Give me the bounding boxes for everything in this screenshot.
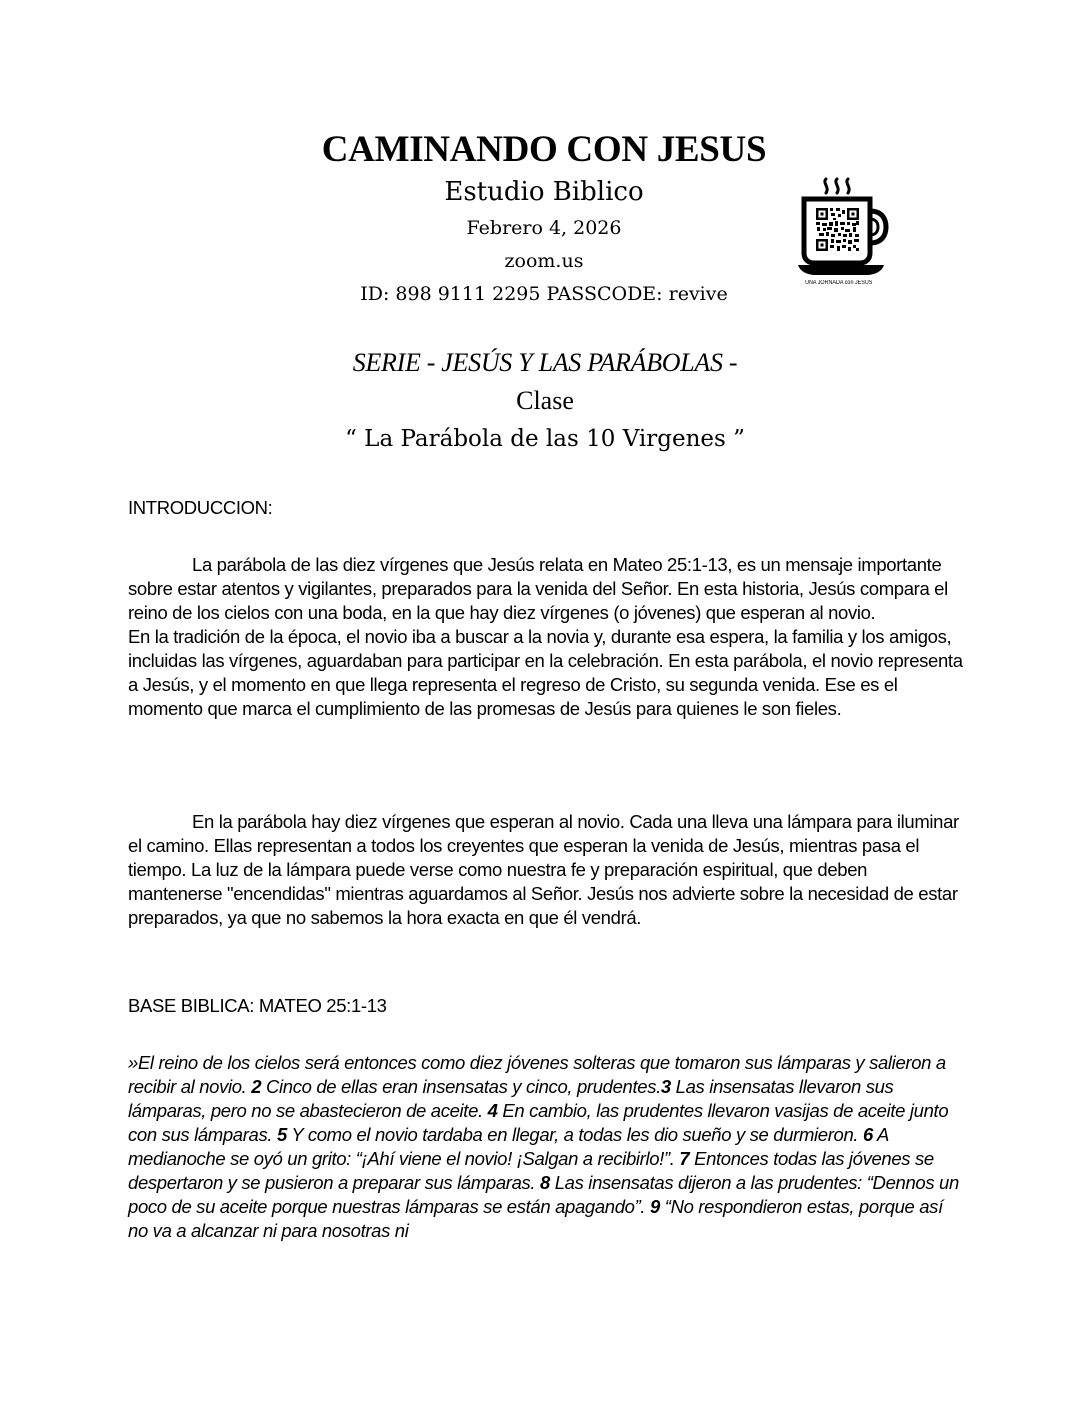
logo	[796, 175, 891, 290]
verse-number: 3	[660, 1076, 671, 1097]
qr-code	[816, 208, 859, 251]
introduction-paragraph	[128, 810, 963, 930]
meeting-credentials: ID: 898 9111 2295 PASSCODE: revive	[360, 283, 728, 305]
verse-number: 5	[276, 1124, 287, 1145]
verse-text: Cinco de ellas eran insensatas y cinco, prudentes.	[261, 1076, 661, 1097]
verse-text: Y como el novio tardaba en llegar, a todas les dio sueño y se durmieron.	[286, 1124, 863, 1145]
coffee-mug-qr-code-icon	[796, 175, 891, 279]
introduction-section-2	[128, 810, 963, 930]
verse-number: 4	[487, 1100, 498, 1121]
verse-number: 7	[679, 1148, 690, 1169]
verse-text: Entonces todas las jóvenes se despertaron y se pusieron a preparar sus lámparas.	[128, 1148, 934, 1193]
document-header	[244, 128, 844, 311]
verse-text: Las insensatas llevaron sus lámparas, pero no se abastecieron de aceite.	[128, 1076, 894, 1121]
introduction-paragraph-2: En la parábola hay diez vírgenes que esperan al novio. Cada una lleva una lámpara para iluminar el camino. Ellas representan a todos los creyentes que esperan la venida de Jesús, mientras pasa el tiempo. La luz de la lámpara puede verse como nuestra fe y preparación espiritual, que deben mantenerse "encendidas" mientras aguardamos al Señor. Jesús nos advierte sobre la necesidad de estar preparados, ya que no sabemos la hora exacta en que él vendrá.	[128, 811, 959, 928]
scripture-paragraph	[128, 1051, 963, 1243]
study-date: Febrero 4, 2026	[466, 217, 622, 239]
document-title: CAMINANDO CON JESUS	[321, 129, 767, 170]
introduction-paragraph	[128, 553, 963, 625]
verse-text: Las insensatas dijeron a las prudentes: “Dennos un poco de su aceite porque nuestras lámparas se están apagando”.	[128, 1172, 959, 1217]
verse-number: 9	[650, 1196, 660, 1217]
introduction-paragraph-1a: La parábola de las diez vírgenes que Jesús relata en Mateo 25:1-13, es un mensaje importante sobre estar atentos y vigilantes, preparados para la venida del Señor. En esta historia, Jesús compara el reino de los cielos con una boda, en la que hay diez vírgenes (o jóvenes) que esperan al novio.	[128, 554, 948, 623]
introduction-paragraph-1b: En la tradición de la época, el novio iba a buscar a la novia y, durante esa espera, la familia y los amigos, incluidas las vírgenes, aguardaban para participar en la celebración. En esta parábola, el novio representa a Jesús, y el momento en que llega representa el regreso de Cristo, su segunda venida. Ese es el momento que marca el cumplimiento de las promesas de Jesús para quienes le son fieles.	[128, 626, 963, 719]
logo-caption: UNA JORNADA con JESUS	[805, 280, 873, 286]
steam-icon	[825, 179, 849, 193]
meeting-platform: zoom.us	[504, 250, 584, 272]
class-label: Clase	[516, 386, 574, 415]
verse-number: 2	[251, 1076, 262, 1097]
verse-text: En cambio, las prudentes llevaron vasijas de aceite junto con sus lámparas.	[128, 1100, 949, 1145]
scripture-passage	[128, 1051, 963, 1243]
base-biblica-heading: BASE BIBLICA: MATEO 25:1-13	[128, 995, 387, 1016]
verse-text: A medianoche se oyó un grito: “¡Ahí viene el novio! ¡Salgan a recibirlo!”.	[128, 1124, 889, 1169]
verse-number: 8	[540, 1172, 550, 1193]
verse-number: 6	[863, 1124, 873, 1145]
introduction-heading: INTRODUCCION:	[128, 497, 273, 518]
introduction-section	[128, 553, 963, 721]
class-title: “ La Parábola de las 10 Virgenes ”	[345, 426, 745, 452]
verse-text: “No respondieron estas, porque así no va a alcanzar ni para nosotras ni	[128, 1196, 943, 1241]
series-title: SERIE - JESÚS Y LAS PARÁBOLAS -	[352, 348, 738, 377]
series-block	[200, 344, 890, 458]
verse-1-text: »El reino de los cielos será entonces como diez jóvenes solteras que tomaron sus lámparas y salieron a recibir al novio.	[128, 1052, 946, 1097]
document-subtitle: Estudio Biblico	[444, 177, 644, 207]
